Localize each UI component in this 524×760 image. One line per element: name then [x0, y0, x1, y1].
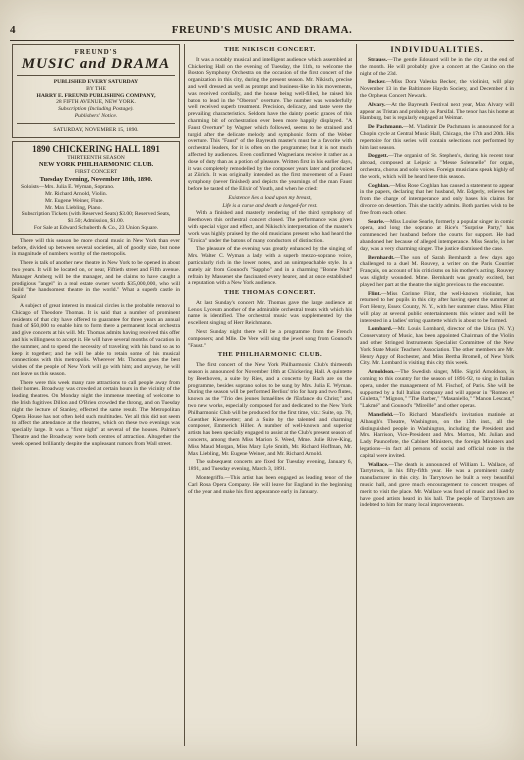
item-lead: Bernhardt. [368, 254, 395, 261]
article-paragraph: There will this season be more choral music in New York than ever before, divided up between several societies, all of goodly size, but none in magnitude of numbers worthy of the metropolis. [12, 237, 180, 258]
article-paragraph: Next Sunday night there will be a programme from the French composers; and Mlle. De Vere will sing the jewel song from Gounod's "Faust." [188, 329, 352, 349]
article-paragraph: The subsequent concerts are fixed for Tuesday evening, January 6, 1891, and Tuesday evening, March 3, 1891. [188, 459, 352, 473]
section-heading: INDIVIDUALITIES. [390, 44, 484, 54]
soloist-line: Mr. Eugene Weiner, Flute. [45, 197, 104, 204]
item-text: —Mr. Louis Lombard, director of the Utica (N. Y.) Conservatory of Music, has been appointed Chairman of the Violin and other Stringed Instruments Specialist Committee of the New York State Music Teachers' Association. The other members are Mr. Henry Appy of Rochester, and Miss Bertha Bromell, of New York City. Mr. Lombard is visiting this city this week. [360, 326, 514, 367]
section-heading: THE PHILHARMONIC CLUB. [217, 351, 323, 359]
item-text: —The son of Sarah Bernhardt a few days ago challenged to a duel M. Rouvey, a writer on the Paris Courrier Français, on account of his criticisms on his mother's acting. Rouvey was slightly wounded. Mme. Bernhardt was greatly excited, but played her part at the theatre the night previous to the encounter. [360, 254, 514, 288]
item-text: —Miss Dora Valeska Becker, the violinist, will play November 13 in the Baltimore Haydn Society, and December 4 in the Orpheus Concert Newark. [360, 79, 514, 99]
soloist-line: Soloists—Mrs. Julia E. Wyman, Soprano. [21, 184, 115, 191]
column-divider [356, 44, 357, 746]
article-paragraph: At last Sunday's concert Mr. Thomas gave the large audience at Lenox Lyceum another of the admirable orchestral treats with which his name is identified. The orchestral music was supplemented by the excellent singing of Herr Reichmann. [188, 299, 352, 327]
item-text: —Miss Rose Coghlan has caused a statement to appear in the papers, declaring that her husband, Mr. Edgerly, relieves her from the charge of intemperance and only bases his claims for divorce on desertion. This she tacitly admits. Both parties wish to be free from each other. [360, 182, 514, 216]
item-text: —The Swedish singer, Mlle. Sigrid Arnoldson, is coming to this country for the season of 1891-92, to sing in Italian opera, under the management of M. Fischof, of Paris. She will be supported by a full Italian company and will appear in "Romeo et Giuletta," "Mignon," "The Barber," "Masaniello," "Manon Lescaut," "Lakmé" and Gounod's "Mireille" and other operas. [360, 369, 514, 410]
page-number: 4 [10, 24, 16, 36]
announcement-club: NEW YORK PHILHARMONIC CLUB. [38, 161, 154, 169]
item-lead: Searle. [368, 218, 385, 225]
address-line: 28 FIFTH AVENUE, NEW YORK. [56, 99, 136, 106]
announcement-concert: FIRST CONCERT [74, 169, 118, 176]
item-text: —At the Bayreuth Festival next year, Max Alvary will appear as Tristan and probably as Parsifal. The tenor has his home at Hamburg, but is regularly engaged at Weimar. [360, 101, 514, 122]
individuality-item [360, 219, 514, 253]
divider [17, 75, 175, 76]
announcement-season: THIRTEENTH SEASON [67, 154, 125, 161]
item-lead: Arnoldson. [368, 369, 395, 376]
concert-announcement [12, 141, 180, 235]
column-one [12, 44, 180, 750]
individuality-item [360, 57, 514, 77]
header-rule [10, 40, 514, 41]
item-text: —M. Vladimir De Pachmann is announced for a Chopin cycle at Central Music Hall, Chicago, the 17th and 20th. His repertoire for this series will contain selections not performed by him last season. [360, 124, 514, 151]
published-line: PUBLISHED EVERY SATURDAY [53, 79, 139, 85]
article-paragraph: A subject of great interest in musical circles is the probable removal to Chicago of Theodore Thomas. It is said that a number of prominent residents of that city have offered to guarantee for three years an annual fund of $50,000 to enable him to form there a permanent local orchestra and give concerts at his will. Mr. Thomas admits having received this offer and his willingness to accept it. He will have several months of vacation in the summer, and to spend the necessity of traveling with his band so as to keep it together; and he will be able to retain some of his musical connections with this metropolis. Wherever Mr. Thomas goes the best wishes of the people of New York will go with him; and anyway, he will not leave us this season. [12, 302, 180, 377]
by-the-line: BY THE [86, 85, 106, 92]
individuality-item [360, 412, 514, 460]
article-paragraph: There were this week many rare attractions to call people away from their homes. Broadway was crowded at certain hours in the vicinity of the leading theatres. On Monday night the immense meeting of welcome to the Irish fugitives Dillon and O'Brien crowded the throng, and on Tuesday night the lecture of Stanley, effected the same result. The Metropolitan Opera House has not often held such multitudes. Yet all this did not seem to affect the attendance at the theatres, which on these two evenings was specially large. It was a "first night" at several of the houses. Palmer's Theatre and the Broadway were both centres of attraction. Altogether the week opened brilliantly despite the unpleasant rumors from Wall street. [12, 379, 180, 447]
item-lead: Strauss. [368, 57, 388, 63]
column-divider [184, 44, 185, 746]
individuality-item [360, 255, 514, 289]
publishers-notice: Publishers' Notice. [74, 112, 118, 119]
individuality-item [360, 124, 514, 151]
logo-top: FREUND'S [74, 48, 118, 56]
individuality-item [360, 326, 514, 367]
individuality-item [360, 102, 514, 122]
item-lead: De Pachmann. [368, 124, 404, 131]
individuality-item [360, 79, 514, 99]
section-heading: THE THOMAS CONCERT. [224, 289, 316, 297]
company-line: HARRY E. FREUND PUBLISHING COMPANY, [36, 92, 156, 99]
quote-line: Existence lies a load upon my breast, [228, 194, 312, 201]
item-text: —Miss Corinne Flint, the well-known violinist, has returned to her pupils in this city after having spent the summer at Fort Henry, Essex County, N. Y., with her summer class. Miss Flint will play at several public entertainments this winter and will be interested in a ladies' string quartette which is about to be formed. [360, 290, 514, 324]
item-text: —The gentle Edouard will be in the city at the end of the month. He will probably give a concert at the Casino on the night of the 23d. [360, 57, 514, 77]
item-text: —Miss Louise Searle, formerly a popular singer in comic opera, and long the soprano at Rice's "Surprise Party," has commenced her husband before the courts for support. He had abandoned her because of alleged intemperance. Miss Searle, in her day, was a very charming singer. The justice dismissed the case. [360, 218, 514, 252]
individuality-item [360, 183, 514, 217]
announcement-sale: For Sale at Edward Schuberth & Co., 23 Union Square. [33, 224, 159, 231]
masthead-logo [17, 48, 175, 72]
soloist-line: Mr. Max Liebling, Piano. [45, 204, 102, 211]
masthead [12, 44, 180, 138]
soloist-line: Mr. Richard Arnold, Violin. [45, 190, 108, 197]
item-lead: Coghlan. [368, 182, 390, 189]
item-lead: Flint. [368, 290, 381, 297]
item-lead: Mansfield. [368, 412, 394, 419]
item-text: —To Richard Mansfield's invitation matinée at Albaugh's Theatre, Washington, on the 13th inst., all the distinguished people in Washington, including the President and Mrs. Harrison, Vice-President and Mrs. Morton, Mr. Julian and Lady Pauncefote, the Cabinet Ministers, the foreign Ministers and legations—in fact all persons of social and official note in the capital were invited. [360, 412, 514, 459]
announcement-tickets: Subscription Tickets (with Reserved Seats) $3.00; Reserved Seats, $1.50; Admission, $1.00. [21, 211, 171, 225]
item-text: —The death is announced of William L. Wallace, of Tarrytown, in his fifty-fifth year. He was a prominent candy manufacturer in this city. In Tarrytown he built a very beautiful music hall, and gave much encouragement to concert troupes of merit to visit the place. Mr. Wallace was fond of music and liked to have good artists heard in his hall. The people of Tarrytown are indebted to him for many local improvements. [360, 461, 514, 509]
logo-main: MUSIC and DRAMA [21, 56, 171, 72]
issue-date: SATURDAY, NOVEMBER 15, 1890. [53, 126, 139, 133]
individuality-item [360, 291, 514, 325]
publication-title: FREUND'S MUSIC AND DRAMA. [171, 24, 353, 36]
item-lead: Wallace. [368, 461, 389, 468]
item-lead: Alvary. [368, 101, 386, 108]
announcement-date: Tuesday Evening, November 18th, 1890. [39, 176, 153, 184]
individuality-item [360, 462, 514, 510]
item-lead: Becker. [368, 79, 386, 86]
individuality-item [360, 153, 514, 180]
article-paragraph: Montegriffo.—This artist has been engaged as leading tenor of the Carl Rosa Opera Company. He will leave for England in the beginning of the year and make his first appearance early in January. [188, 475, 352, 495]
announcement-banner: 1890 CHICKERING HALL 1891 [32, 143, 160, 154]
column-three [360, 44, 514, 750]
article-paragraph: There is talk of another new theatre in New York to be opened in about two years. It will be located on, or near, Fiftieth street and Fifth avenue. Manager Amberg will be the manager, and he claims to have caught a prodigious "angel" in a real estate owner worth $35,000,000, who will build "the handsomest theatre in the world." What a superb castle in Spain! [12, 260, 180, 301]
quote-line: Life is a curse and death a longed-for rest. [222, 202, 318, 209]
individuality-item [360, 369, 514, 410]
individualities-list [360, 57, 514, 509]
item-lead: Doggett. [368, 153, 389, 160]
section-heading: THE NIKISCH CONCERT. [224, 46, 316, 53]
page-header [10, 24, 514, 38]
article-paragraph: It was a notably musical and intelligent audience which assembled at Chickering Hall on the evening of Tuesday, the 11th, to welcome the Boston Symphony Orchestra on the occasion of the first concert of the organization in this city, during the present season. Mr. Nikisch, precise and well dressed as well as prompt and business-like in his movements, was received cordially, and the house being well-filled, he raised his baton to lead in the "Oberon" overture. The number was wonderfully well received superb treatment. Precision, delicacy, and taste were the prevailing characteristics. Seldom have the dainty poetic graces of this charming bit of orchestration ever been more happily displayed. "A Faust Overture" by Wagner which followed, seems to be strained and turgid after the delicate melody and symphonic form of the Weber overture. This "Faust" of the Bayreuth master's must be a favorite with orchestral leaders, for it is often on the programme; but it is not much affected by audiences. Even confirmed Wagnerians receive it rather as a dose of duty than as a potion of pleasure. Written first in his earlier days, it was completely remodelled by the composer years later and produced at Zürich. It was originally intended as the first movement of a Faust symphony (never finished) and depicts the yearnings of the man Faust before he tasted of the Elixir of Youth, and when he cried: [188, 56, 352, 192]
item-text: —The organist of St. Stephen's, during his recent tour abroad, composed at Leipsic a "Messe Solennelle" for organ, orchestra, chorus and solo voices. Foreign musicians speak highly of the work, which will be heard here this season. [360, 153, 514, 180]
divider [17, 123, 175, 124]
subscription-line: Subscription (Including Postage). [58, 106, 134, 113]
item-lead: Lombard. [368, 326, 393, 333]
article-paragraph: The first concert of the New York Philharmonic Club's thirteenth season is announced for November 18th at Chickering Hall. A quintette by Beethoven, a suite by Ries, and a concerto by Bach are on the programme, besides soprano solos to be sung by Mrs. Julia E. Wyman. During the season will be performed Berlioz' trio for harp and two flutes, known as the "Trio des jeunes Ismaélites de l'Enfance du Christ;" and two new works, especially composed for and dedicated to the New York Philharmonic Club will be produced for the first time, viz.: Suite, op. 78, Guenther Kiesewetter; and a Suite by the talented and charming composer, Emmerich Hiller. A number of well-known and superior artists has been specially engaged to assist at the Club's present season of concerts, among them Miss Marion S. Weed, Mme. Julie Rive-King, Miss Maud Morgan, Miss Mary Lyle Smith, Mr. Richard Hoffman, Mr. Max Liebling, Mr. Eugene Weiner, and Mr. Richard Arnold. [188, 362, 352, 457]
article-paragraph: With a finished and masterly rendering of the third symphony of Beethoven this orchestral concert closed. The performance was given with special vigor and effect, and Nikisch's interpretation of the master's work was highly praised by the old musicians present who had heard the "Eroica" under the batons of many conductors of distinction. [188, 210, 352, 244]
column-two [188, 44, 352, 750]
article-paragraph: The pleasure of the evening was greatly enhanced by the singing of Mrs. Walter C. Wyman a lady with a superb mezzo-soprano voice, particularly rich in the lower notes, and an unimpeachable style. In a stately air from Gounod's "Sappho" and in a charming "Bonne Nuit" refrain by Massenet she fascinated every hearer, and at once established a reputation with a New York audience. [188, 246, 352, 287]
